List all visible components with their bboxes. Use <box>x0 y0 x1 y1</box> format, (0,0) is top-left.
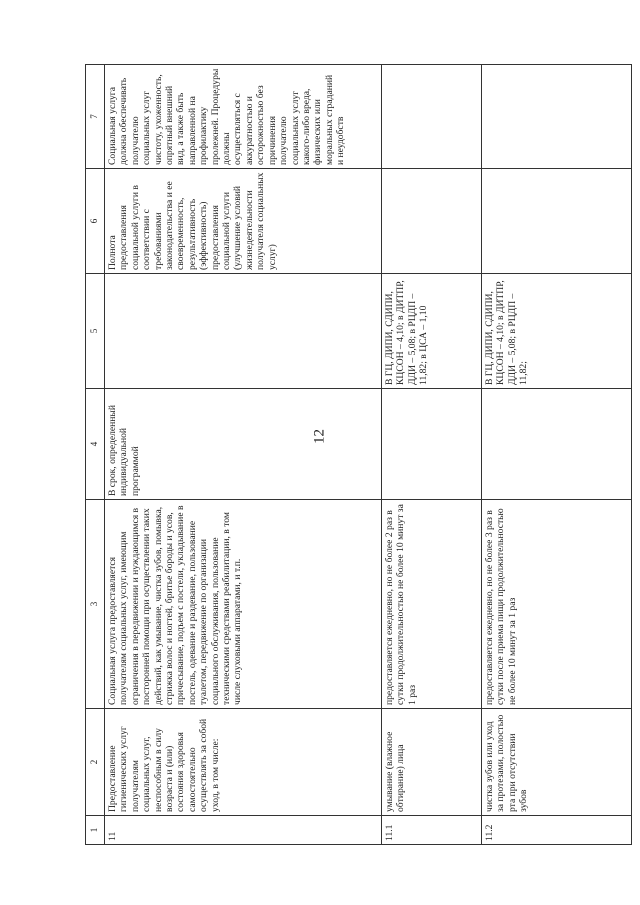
service-name: чистка зубов или уход за протезами, полостью рта при отсутствии зубов <box>482 709 632 816</box>
services-table <box>85 64 632 845</box>
service-name: умывание (влажное обтирание) лица <box>382 709 482 816</box>
column-header: 3 <box>86 500 105 709</box>
row-number: 11 <box>105 816 382 845</box>
service-description: предоставляется ежедневно, но не более 2 раз в сутки продолжительностью не более 10 минут за 1 раз <box>382 500 482 709</box>
column-header: 4 <box>86 389 105 500</box>
column-header: 2 <box>86 709 105 816</box>
service-description: Социальная услуга предоставляется получателям социальных услуг, имеющим ограничения в передвижении и нуждающимся в посторонней помощи при осуществлении таких действий, как умывание, чистка зубов, помывка, стрижка волос и ногтей, бритье бороды и усов, причесывание, подъем с постели, укладывание в постель, одевание и раздевание, пользование туалетом, передвижение по организации социального обслуживания, пользование техническими средствами реабилитации, в том числе слуховыми аппаратами, и т.п. <box>105 500 382 709</box>
table-row <box>382 65 482 845</box>
service-term <box>482 389 632 500</box>
column-header: 1 <box>86 816 105 845</box>
table-row <box>482 65 632 845</box>
service-conditions <box>482 65 632 169</box>
table-row <box>105 65 382 845</box>
service-term: В срок, определенный индивидуальной программой <box>105 389 382 500</box>
service-conditions: Социальная услуга должна обеспечивать получателю социальных услуг чистоту, ухоженность, опрятный внешний вид, а также быть направленной на профилактику пролежней. Процедуры должны осуществляться с аккуратностью и осторожностью без причинения получателю социальных услуг какого-либо вреда, физических или моральных страданий и неудобств <box>105 65 382 169</box>
service-term <box>382 389 482 500</box>
service-conditions <box>382 65 482 169</box>
column-header: 6 <box>86 169 105 274</box>
service-name: Предоставление гигиенических услуг получателям социальных услуг, неспособным в силу возраста и (или) состояния здоровья самостоятельно осуществлять за собой уход, в том числе: <box>105 709 382 816</box>
service-tariff: В ГЦ, ДИПИ, СДИПИ, КЦСОН – 4,10; в ДИТПР, ДДИ – 5,08; в РЦДП – 11,82; в ЦСА – 1,10 <box>382 274 482 389</box>
service-tariff <box>105 274 382 389</box>
column-header: 7 <box>86 65 105 169</box>
quality-indicators: Полнота предоставления социальной услуги в соответствии с требованиями законодательства и ее своевременность, результативность (эффективность) предоставления социальной услуги (улучшение условий жизнедеятельности получателя социальных услуг) <box>105 169 382 274</box>
row-number: 11.2 <box>482 816 632 845</box>
page-number: 12 <box>311 429 328 444</box>
quality-indicators <box>382 169 482 274</box>
service-description: предоставляется ежедневно, но не более 3 раз в сутки после приема пищи продолжительностью не более 10 минут за 1 раз <box>482 500 632 709</box>
rotated-table-container <box>85 65 632 845</box>
column-header: 5 <box>86 274 105 389</box>
quality-indicators <box>482 169 632 274</box>
service-tariff: В ГЦ, ДИПИ, СДИПИ, КЦСОН – 4,10; в ДИТПР, ДДИ – 5,08; в РЦДП – 11,82; <box>482 274 632 389</box>
header-row <box>86 65 105 845</box>
row-number: 11.1 <box>382 816 482 845</box>
